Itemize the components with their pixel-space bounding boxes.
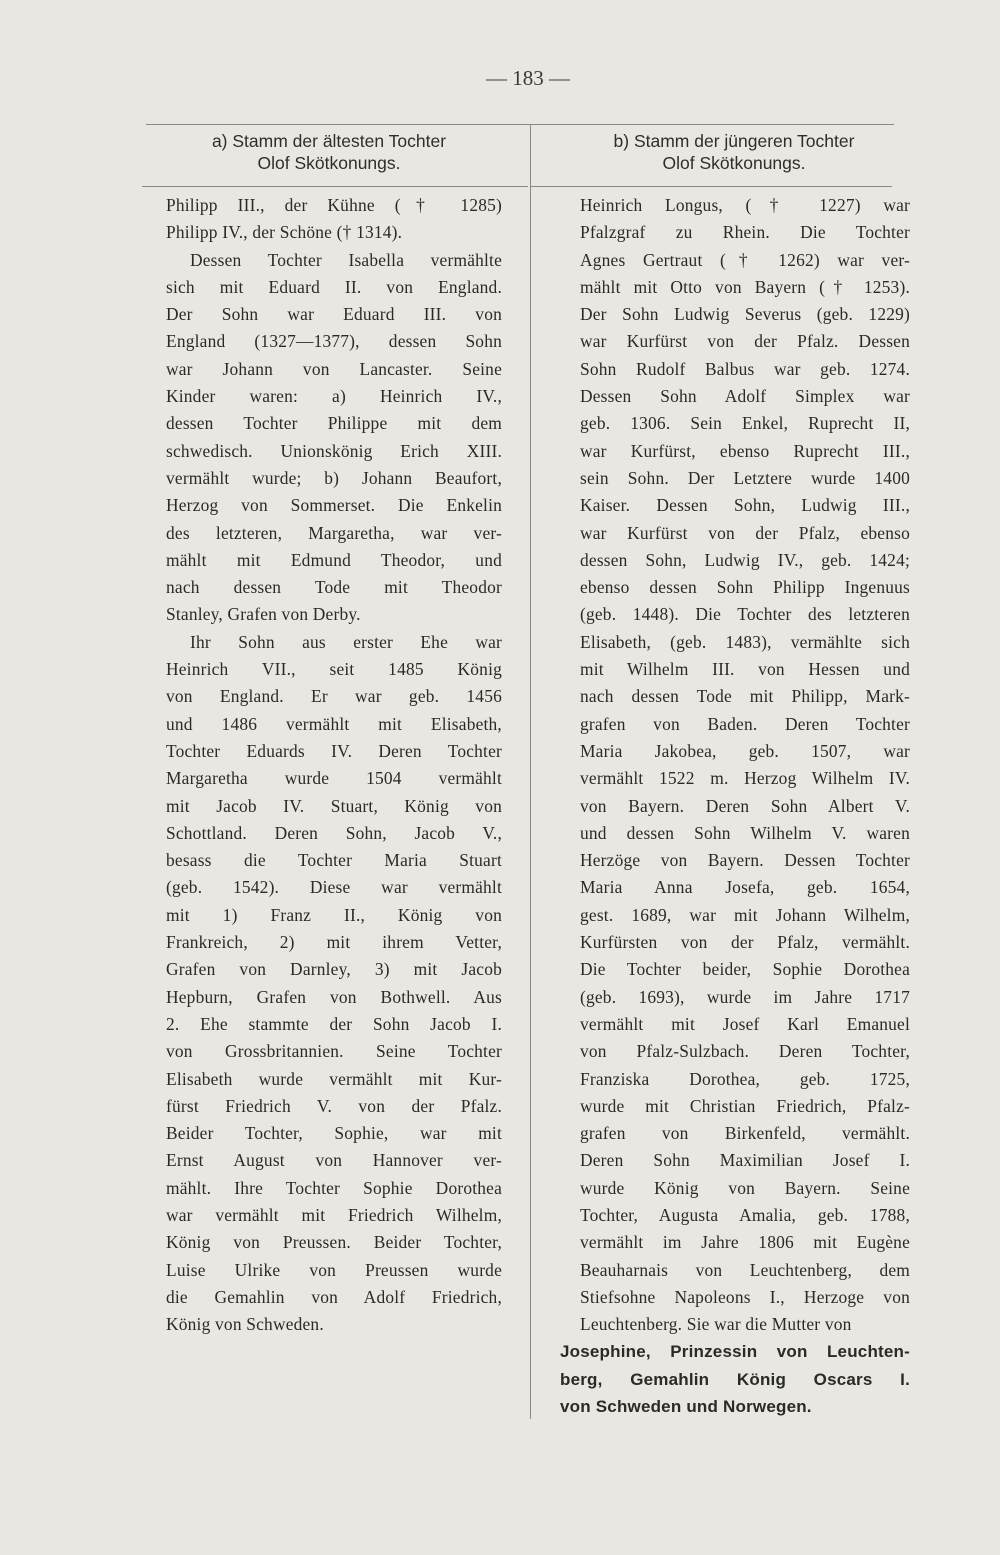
left-column [146,130,512,1338]
left-text-line: Beider Tochter, Sophie, war mit [166,1123,502,1144]
left-text-body [146,192,512,1338]
left-text-line: Tochter Eduards IV. Deren Tochter [166,740,502,761]
right-text-line: Der Sohn Ludwig Severus (geb. 1229) [580,304,910,325]
left-text-line: Schottland. Deren Sohn, Jacob V., [166,822,502,843]
right-text-line: geb. 1306. Sein Enkel, Ruprecht II, [580,413,910,434]
right-text-line: von Pfalz-Sulzbach. Deren Tochter, [580,1041,910,1062]
right-text-line: Pfalzgraf zu Rhein. Die Tochter [580,222,910,243]
left-text-line: Dessen Tochter Isabella vermählte [190,249,502,270]
right-text-line: Franziska Dorothea, geb. 1725, [580,1068,910,1089]
left-text-line: Frankreich, 2) mit ihrem Vetter, [166,932,502,953]
right-text-line: von Schweden und Norwegen. [560,1397,812,1417]
right-text-line: Stiefsohne Napoleons I., Herzoge von [580,1286,910,1307]
left-text-line: von England. Er war geb. 1456 [166,686,502,707]
right-text-line: von Bayern. Deren Sohn Albert V. [580,795,910,816]
right-text-line: Kaiser. Dessen Sohn, Ludwig III., [580,495,910,516]
right-text-line: Die Tochter beider, Sophie Dorothea [580,959,910,980]
right-text-line: mählt mit Otto von Bayern († 1253). [580,276,910,297]
left-text-line: Grafen von Darnley, 3) mit Jacob [166,959,502,980]
right-heading-rule [530,186,892,187]
right-text-line: wurde mit Christian Friedrich, Pfalz- [580,1095,910,1116]
left-text-line: Elisabeth wurde vermählt mit Kur- [166,1068,502,1089]
right-text-line: mit Wilhelm III. von Hessen und [580,659,910,680]
right-column-heading [560,130,908,178]
right-heading-line: Olof Skötkonungs. [662,153,806,173]
right-text-line: sein Sohn. Der Letztere wurde 1400 [580,467,910,488]
left-text-line: Herzog von Sommerset. Die Enkelin [166,495,502,516]
left-text-line: sich mit Eduard II. von England. [166,276,502,297]
right-heading-line: b) Stamm der jüngeren Tochter [613,131,855,151]
right-text-line: Sohn Rudolf Balbus war geb. 1274. [580,358,910,379]
left-text-line: Ernst August von Hannover ver- [166,1150,502,1171]
right-text-line: Leuchtenberg. Sie war die Mutter von [580,1314,852,1335]
right-text-line: Tochter, Augusta Amalia, geb. 1788, [580,1204,910,1225]
right-text-line: vermählt mit Josef Karl Emanuel [580,1013,910,1034]
right-text-line: und dessen Sohn Wilhelm V. waren [580,822,910,843]
left-text-line: und 1486 vermählt mit Elisabeth, [166,713,502,734]
left-text-line: mählt mit Edmund Theodor, und [166,549,502,570]
right-text-line: Herzöge von Bayern. Dessen Tochter [580,850,910,871]
left-text-line: König von Preussen. Beider Tochter, [166,1232,502,1253]
right-text-line: Agnes Gertraut († 1262) war ver- [580,249,910,270]
left-text-line: mählt. Ihre Tochter Sophie Dorothea [166,1177,502,1198]
right-text-line: Heinrich Longus, († 1227) war [580,195,910,215]
right-column [560,130,908,1420]
top-rule [146,124,894,125]
right-text-line: grafen von Birkenfeld, vermählt. [580,1123,910,1144]
left-text-line: Kinder waren: a) Heinrich IV., [166,386,502,407]
right-text-line: nach dessen Tode mit Philipp, Mark- [580,686,910,707]
column-divider [530,124,531,1419]
right-text-line: Deren Sohn Maximilian Josef I. [580,1150,910,1171]
right-text-line: Josephine, Prinzessin von Leuchten- [560,1342,910,1362]
right-text-line: gest. 1689, war mit Johann Wilhelm, [580,904,910,925]
right-text-body [560,192,908,1420]
left-text-line: Margaretha wurde 1504 vermählt [166,768,502,789]
left-text-line: nach dessen Tode mit Theodor [166,577,502,598]
right-text-line: wurde König von Bayern. Seine [580,1177,910,1198]
right-text-line: Maria Anna Josefa, geb. 1654, [580,877,910,898]
left-text-line: schwedisch. Unionskönig Erich XIII. [166,440,502,461]
left-text-line: König von Schweden. [166,1314,324,1335]
left-text-line: von Grossbritannien. Seine Tochter [166,1041,502,1062]
left-text-line: (geb. 1542). Diese war vermählt [166,877,502,898]
left-text-line: mit Jacob IV. Stuart, König von [166,795,502,816]
left-text-line: die Gemahlin von Adolf Friedrich, [166,1286,502,1307]
left-heading-line: Olof Skötkonungs. [257,153,401,173]
right-text-line: war Kurfürst von der Pfalz, ebenso [580,522,910,543]
left-text-line: 2. Ehe stammte der Sohn Jacob I. [166,1013,502,1034]
left-text-line: war vermählt mit Friedrich Wilhelm, [166,1204,502,1225]
right-text-line: (geb. 1448). Die Tochter des letzteren [580,604,910,625]
right-text-line: Elisabeth, (geb. 1483), vermählte sich [580,631,910,652]
page-number: — 183 — [486,66,570,90]
right-text-line: vermählt 1522 m. Herzog Wilhelm IV. [580,768,910,789]
right-text-line: war Kurfürst von der Pfalz. Dessen [580,331,910,352]
left-heading-rule [142,186,528,187]
right-text-line: Dessen Sohn Adolf Simplex war [580,386,910,407]
right-text-line: Kurfürsten von der Pfalz, vermählt. [580,932,910,953]
right-text-line: Beauharnais von Leuchtenberg, dem [580,1259,910,1280]
left-column-heading [146,130,512,178]
left-text-line: England (1327—1377), dessen Sohn [166,331,502,352]
left-text-line: Philipp III., der Kühne († 1285) [166,195,502,215]
left-text-line: Stanley, Grafen von Derby. [166,604,361,625]
left-text-line: Ihr Sohn aus erster Ehe war [190,631,502,652]
right-text-line: Maria Jakobea, geb. 1507, war [580,740,910,761]
left-text-line: Luise Ulrike von Preussen wurde [166,1259,502,1280]
left-text-line: des letzteren, Margaretha, war ver- [166,522,502,543]
left-text-line: fürst Friedrich V. von der Pfalz. [166,1095,502,1116]
right-text-line: dessen Sohn, Ludwig IV., geb. 1424; [580,549,910,570]
right-text-line: vermählt im Jahre 1806 mit Eugène [580,1232,910,1253]
right-text-line: war Kurfürst, ebenso Ruprecht III., [580,440,910,461]
left-text-line: vermählt wurde; b) Johann Beaufort, [166,467,502,488]
left-text-line: dessen Tochter Philippe mit dem [166,413,502,434]
right-text-line: ebenso dessen Sohn Philipp Ingenuus [580,577,910,598]
left-text-line: Hepburn, Grafen von Bothwell. Aus [166,986,502,1007]
left-text-line: besass die Tochter Maria Stuart [166,850,502,871]
left-heading-line: a) Stamm der ältesten Tochter [211,131,447,151]
left-text-line: Philipp IV., der Schöne († 1314). [166,222,403,243]
right-text-line: berg, Gemahlin König Oscars I. [560,1369,910,1389]
left-text-line: mit 1) Franz II., König von [166,904,502,925]
left-text-line: war Johann von Lancaster. Seine [166,358,502,379]
right-text-line: grafen von Baden. Deren Tochter [580,713,910,734]
left-text-line: Der Sohn war Eduard III. von [166,304,502,325]
right-text-line: (geb. 1693), wurde im Jahre 1717 [580,986,910,1007]
left-text-line: Heinrich VII., seit 1485 König [166,659,502,680]
